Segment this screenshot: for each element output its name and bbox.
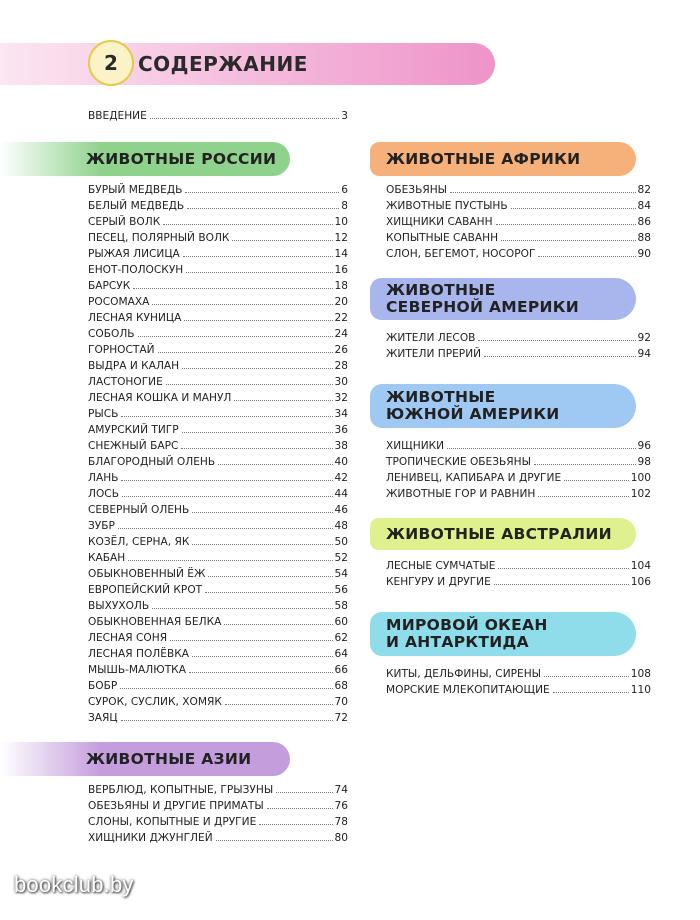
section-list-russia bbox=[88, 182, 348, 726]
toc-entry[interactable] bbox=[386, 330, 651, 346]
dot-leader bbox=[121, 480, 332, 481]
toc-entry[interactable] bbox=[88, 198, 348, 214]
page-number: 2 bbox=[104, 51, 118, 75]
toc-entry[interactable] bbox=[386, 198, 651, 214]
entry-page: 86 bbox=[637, 216, 651, 228]
entry-page: 82 bbox=[637, 184, 651, 196]
dot-leader bbox=[498, 568, 628, 569]
toc-entry[interactable] bbox=[386, 666, 651, 682]
toc-entry[interactable] bbox=[88, 782, 348, 798]
entry-title: ЕВРОПЕЙСКИЙ КРОТ bbox=[88, 584, 203, 596]
dot-leader bbox=[128, 560, 332, 561]
dot-leader bbox=[138, 336, 333, 337]
intro-entry bbox=[88, 108, 348, 124]
entry-title: БОБР bbox=[88, 680, 118, 692]
dot-leader bbox=[182, 432, 333, 433]
toc-entry[interactable] bbox=[88, 342, 348, 358]
toc-entry[interactable] bbox=[386, 682, 651, 698]
entry-page: 12 bbox=[334, 232, 348, 244]
toc-entry[interactable] bbox=[88, 830, 348, 846]
page-title: СОДЕРЖАНИЕ bbox=[138, 52, 308, 76]
toc-entry[interactable] bbox=[88, 246, 348, 262]
dot-leader bbox=[208, 576, 332, 577]
dot-leader bbox=[192, 512, 332, 513]
section-banner-russia bbox=[0, 142, 290, 176]
entry-title: БУРЫЙ МЕДВЕДЬ bbox=[88, 184, 183, 196]
entry-page: 102 bbox=[630, 488, 651, 500]
entry-page: 44 bbox=[334, 488, 348, 500]
toc-entry[interactable] bbox=[88, 486, 348, 502]
entry-title: КЕНГУРУ И ДРУГИЕ bbox=[386, 576, 491, 588]
toc-entry[interactable] bbox=[88, 310, 348, 326]
toc-entry[interactable] bbox=[386, 454, 651, 470]
toc-entry[interactable] bbox=[386, 346, 651, 362]
entry-title: БЛАГОРОДНЫЙ ОЛЕНЬ bbox=[88, 456, 216, 468]
section-list-africa bbox=[386, 182, 651, 262]
toc-entry[interactable] bbox=[88, 710, 348, 726]
toc-entry[interactable] bbox=[88, 422, 348, 438]
dot-leader bbox=[150, 118, 339, 119]
entry-title: БЕЛЫЙ МЕДВЕДЬ bbox=[88, 200, 185, 212]
dot-leader bbox=[181, 448, 332, 449]
entry-page: 22 bbox=[334, 312, 348, 324]
toc-entry[interactable] bbox=[386, 230, 651, 246]
dot-leader bbox=[166, 384, 333, 385]
toc-entry[interactable] bbox=[386, 558, 651, 574]
entry-page: 32 bbox=[334, 392, 348, 404]
section-title: ЖИВОТНЫЕ РОССИИ bbox=[86, 149, 277, 168]
section-banner-australia bbox=[370, 518, 636, 550]
entry-page: 94 bbox=[637, 348, 651, 360]
entry-title: РЫСЬ bbox=[88, 408, 119, 420]
entry-title: СЛОНЫ, КОПЫТНЫЕ И ДРУГИЕ bbox=[88, 816, 257, 828]
dot-leader bbox=[534, 464, 636, 465]
dot-leader bbox=[205, 592, 332, 593]
toc-entry[interactable] bbox=[386, 486, 651, 502]
toc-entry[interactable] bbox=[88, 598, 348, 614]
entry-title: ЛЕСНАЯ КОШКА И МАНУЛ bbox=[88, 392, 232, 404]
entry-page: 106 bbox=[630, 576, 651, 588]
section-banner-asia bbox=[0, 742, 290, 776]
dot-leader bbox=[185, 192, 339, 193]
section-banner-africa bbox=[370, 142, 636, 176]
entry-page: 26 bbox=[334, 344, 348, 356]
dot-leader bbox=[224, 624, 332, 625]
dot-leader bbox=[184, 320, 332, 321]
toc-entry[interactable] bbox=[88, 326, 348, 342]
entry-page: 6 bbox=[341, 184, 348, 196]
dot-leader bbox=[553, 692, 629, 693]
dot-leader bbox=[120, 688, 332, 689]
entry-title: ЛЕСНАЯ ПОЛЁВКА bbox=[88, 648, 189, 660]
entry-page: 66 bbox=[334, 664, 348, 676]
entry-page: 28 bbox=[334, 360, 348, 372]
toc-entry[interactable] bbox=[386, 574, 651, 590]
entry-page: 8 bbox=[341, 200, 348, 212]
entry-title: ЕНОТ-ПОЛОСКУН bbox=[88, 264, 184, 276]
section-banner-ocean bbox=[370, 612, 636, 656]
dot-leader bbox=[186, 272, 332, 273]
toc-entry[interactable] bbox=[88, 582, 348, 598]
section-list-ocean bbox=[386, 666, 651, 698]
entry-page: 50 bbox=[334, 536, 348, 548]
section-title-line1: ЖИВОТНЫЕ bbox=[386, 388, 496, 406]
entry-title: ХИЩНИКИ ДЖУНГЛЕЙ bbox=[88, 832, 213, 844]
entry-title: ПЕСЕЦ, ПОЛЯРНЫЙ ВОЛК bbox=[88, 232, 230, 244]
section-title-line1: МИРОВОЙ ОКЕАН bbox=[386, 616, 548, 634]
dot-leader bbox=[118, 528, 333, 529]
dot-leader bbox=[152, 608, 332, 609]
dot-leader bbox=[259, 824, 332, 825]
entry-title: ЛЕНИВЕЦ, КАПИБАРА И ДРУГИЕ bbox=[386, 472, 562, 484]
entry-page: 110 bbox=[630, 684, 651, 696]
toc-entry[interactable] bbox=[88, 470, 348, 486]
section-banner-north-america bbox=[370, 278, 636, 320]
entry-page: 58 bbox=[334, 600, 348, 612]
section-title: ЖИВОТНЫЕ АЗИИ bbox=[86, 749, 252, 768]
entry-title: ГОРНОСТАЙ bbox=[88, 344, 155, 356]
dot-leader bbox=[450, 192, 635, 193]
section-title-line1: ЖИВОТНЫЕ bbox=[386, 281, 496, 299]
dot-leader bbox=[234, 400, 332, 401]
toc-entry[interactable] bbox=[88, 694, 348, 710]
dot-leader bbox=[121, 720, 333, 721]
entry-page: 46 bbox=[334, 504, 348, 516]
dot-leader bbox=[538, 256, 635, 257]
entry-title: КОПЫТНЫЕ САВАНН bbox=[386, 232, 499, 244]
entry-page: 64 bbox=[334, 648, 348, 660]
dot-leader bbox=[496, 224, 636, 225]
toc-entry[interactable] bbox=[88, 518, 348, 534]
toc-entry[interactable] bbox=[88, 646, 348, 662]
entry-title: ЖИВОТНЫЕ ПУСТЫНЬ bbox=[386, 200, 508, 212]
toc-entry[interactable] bbox=[88, 550, 348, 566]
entry-title: ЛЕСНАЯ СОНЯ bbox=[88, 632, 168, 644]
entry-page: 96 bbox=[637, 440, 651, 452]
entry-title: СЕРЫЙ ВОЛК bbox=[88, 216, 161, 228]
entry-title: ОБЫКНОВЕННАЯ БЕЛКА bbox=[88, 616, 222, 628]
dot-leader bbox=[511, 208, 636, 209]
dot-leader bbox=[478, 340, 635, 341]
entry-title: ЛОСЬ bbox=[88, 488, 119, 500]
entry-title: ВЫХУХОЛЬ bbox=[88, 600, 150, 612]
entry-title: ОБЕЗЬЯНЫ bbox=[386, 184, 448, 196]
dot-leader bbox=[183, 256, 333, 257]
toc-entry[interactable] bbox=[88, 214, 348, 230]
dot-leader bbox=[192, 656, 333, 657]
entry-page: 62 bbox=[334, 632, 348, 644]
page-number-badge bbox=[88, 40, 134, 86]
dot-leader bbox=[189, 672, 333, 673]
entry-title: ЖИВОТНЫЕ ГОР И РАВНИН bbox=[386, 488, 536, 500]
entry-title: ЗАЯЦ bbox=[88, 712, 118, 724]
toc-entry[interactable] bbox=[88, 438, 348, 454]
entry-page: 90 bbox=[637, 248, 651, 260]
entry-page: 52 bbox=[334, 552, 348, 564]
entry-page: 78 bbox=[334, 816, 348, 828]
entry-title: ОБЫКНОВЕННЫЙ ЁЖ bbox=[88, 568, 206, 580]
entry-title: ХИЩНИКИ bbox=[386, 440, 445, 452]
entry-page: 24 bbox=[334, 328, 348, 340]
toc-entry[interactable] bbox=[88, 502, 348, 518]
dot-leader bbox=[216, 840, 333, 841]
dot-leader bbox=[484, 356, 635, 357]
dot-leader bbox=[218, 464, 332, 465]
toc-entry[interactable] bbox=[88, 678, 348, 694]
dot-leader bbox=[122, 496, 333, 497]
toc-entry[interactable] bbox=[88, 358, 348, 374]
dot-leader bbox=[121, 416, 332, 417]
entry-title: АМУРСКИЙ ТИГР bbox=[88, 424, 179, 436]
section-title: ЖИВОТНЫЕ АВСТРАЛИИ bbox=[386, 524, 612, 543]
entry-title: РЫЖАЯ ЛИСИЦА bbox=[88, 248, 180, 260]
entry-page: 108 bbox=[630, 668, 651, 680]
toc-entry[interactable] bbox=[386, 246, 651, 262]
entry-title: ЛЕСНЫЕ СУМЧАТЫЕ bbox=[386, 560, 496, 572]
dot-leader bbox=[232, 240, 332, 241]
entry-page: 36 bbox=[334, 424, 348, 436]
toc-entry[interactable] bbox=[88, 294, 348, 310]
entry-page: 60 bbox=[334, 616, 348, 628]
entry-page: 34 bbox=[334, 408, 348, 420]
entry-title: ОБЕЗЬЯНЫ И ДРУГИЕ ПРИМАТЫ bbox=[88, 800, 264, 812]
toc-entry[interactable] bbox=[386, 438, 651, 454]
entry-title: МОРСКИЕ МЛЕКОПИТАЮЩИЕ bbox=[386, 684, 550, 696]
section-list-australia bbox=[386, 558, 651, 590]
entry-title: СОБОЛЬ bbox=[88, 328, 135, 340]
entry-title: СНЕЖНЫЙ БАРС bbox=[88, 440, 179, 452]
entry-page: 42 bbox=[334, 472, 348, 484]
toc-entry[interactable] bbox=[88, 230, 348, 246]
section-title: ЖИВОТНЫЕ АФРИКИ bbox=[386, 149, 581, 168]
entry-title: ВВЕДЕНИЕ bbox=[88, 110, 147, 122]
entry-title: ЖИТЕЛИ ЛЕСОВ bbox=[386, 332, 476, 344]
entry-title: ВЫДРА И КАЛАН bbox=[88, 360, 180, 372]
toc-entry[interactable] bbox=[88, 630, 348, 646]
entry-page: 10 bbox=[334, 216, 348, 228]
dot-leader bbox=[158, 352, 333, 353]
toc-entry[interactable] bbox=[386, 214, 651, 230]
dot-leader bbox=[538, 496, 628, 497]
section-title-line2: И АНТАРКТИДА bbox=[386, 633, 529, 651]
toc-entry[interactable] bbox=[88, 534, 348, 550]
entry-title: МЫШЬ-МАЛЮТКА bbox=[88, 664, 186, 676]
dot-leader bbox=[170, 640, 332, 641]
dot-leader bbox=[163, 224, 332, 225]
entry-page: 30 bbox=[334, 376, 348, 388]
entry-page: 70 bbox=[334, 696, 348, 708]
entry-title: ЖИТЕЛИ ПРЕРИЙ bbox=[386, 348, 482, 360]
entry-title: СЕВЕРНЫЙ ОЛЕНЬ bbox=[88, 504, 190, 516]
toc-entry[interactable] bbox=[88, 662, 348, 678]
section-title-line2: ЮЖНОЙ АМЕРИКИ bbox=[386, 405, 560, 423]
entry-title: ХИЩНИКИ САВАНН bbox=[386, 216, 493, 228]
dot-leader bbox=[187, 208, 339, 209]
toc-entry[interactable] bbox=[88, 454, 348, 470]
entry-title: ВЕРБЛЮД, КОПЫТНЫЕ, ГРЫЗУНЫ bbox=[88, 784, 274, 796]
entry-page: 56 bbox=[334, 584, 348, 596]
toc-entry[interactable] bbox=[88, 390, 348, 406]
toc-entry[interactable] bbox=[88, 182, 348, 198]
entry-page: 104 bbox=[630, 560, 651, 572]
entry-title: ЗУБР bbox=[88, 520, 115, 532]
entry-page: 14 bbox=[334, 248, 348, 260]
entry-title: ТРОПИЧЕСКИЕ ОБЕЗЬЯНЫ bbox=[386, 456, 531, 468]
entry-title: СУРОК, СУСЛИК, ХОМЯК bbox=[88, 696, 222, 708]
entry-page: 68 bbox=[334, 680, 348, 692]
section-list-south-america bbox=[386, 438, 651, 502]
entry-title: ЛАНЬ bbox=[88, 472, 119, 484]
entry-page: 72 bbox=[334, 712, 348, 724]
entry-page: 74 bbox=[334, 784, 348, 796]
dot-leader bbox=[133, 288, 332, 289]
entry-title: БАРСУК bbox=[88, 280, 131, 292]
section-title-line2: СЕВЕРНОЙ АМЕРИКИ bbox=[386, 298, 580, 316]
entry-page: 48 bbox=[334, 520, 348, 532]
entry-title: СЛОН, БЕГЕМОТ, НОСОРОГ bbox=[386, 248, 536, 260]
entry-page: 54 bbox=[334, 568, 348, 580]
section-list-north-america bbox=[386, 330, 651, 362]
dot-leader bbox=[192, 544, 332, 545]
toc-entry[interactable] bbox=[88, 108, 348, 124]
entry-page: 3 bbox=[341, 110, 348, 122]
entry-title: ЛЕСНАЯ КУНИЦА bbox=[88, 312, 182, 324]
toc-entry[interactable] bbox=[88, 614, 348, 630]
watermark: bookclub.by bbox=[14, 872, 134, 897]
entry-page: 98 bbox=[637, 456, 651, 468]
toc-entry[interactable] bbox=[88, 406, 348, 422]
toc-entry[interactable] bbox=[386, 470, 651, 486]
entry-title: КАБАН bbox=[88, 552, 126, 564]
entry-page: 18 bbox=[334, 280, 348, 292]
dot-leader bbox=[276, 792, 332, 793]
entry-page: 38 bbox=[334, 440, 348, 452]
entry-page: 84 bbox=[637, 200, 651, 212]
entry-page: 92 bbox=[637, 332, 651, 344]
dot-leader bbox=[564, 480, 629, 481]
toc-entry[interactable] bbox=[88, 798, 348, 814]
dot-leader bbox=[225, 704, 333, 705]
entry-page: 76 bbox=[334, 800, 348, 812]
entry-page: 88 bbox=[637, 232, 651, 244]
section-list-asia bbox=[88, 782, 348, 846]
toc-entry[interactable] bbox=[386, 182, 651, 198]
dot-leader bbox=[182, 368, 332, 369]
dot-leader bbox=[544, 676, 629, 677]
dot-leader bbox=[501, 240, 635, 241]
dot-leader bbox=[494, 584, 629, 585]
entry-title: ЛАСТОНОГИЕ bbox=[88, 376, 163, 388]
entry-title: РОСОМАХА bbox=[88, 296, 150, 308]
toc-entry[interactable] bbox=[88, 374, 348, 390]
toc-entry[interactable] bbox=[88, 566, 348, 582]
dot-leader bbox=[152, 304, 332, 305]
toc-entry[interactable] bbox=[88, 278, 348, 294]
dot-leader bbox=[267, 808, 333, 809]
entry-page: 40 bbox=[334, 456, 348, 468]
entry-page: 100 bbox=[630, 472, 651, 484]
entry-title: КОЗЁЛ, СЕРНА, ЯК bbox=[88, 536, 190, 548]
entry-page: 16 bbox=[334, 264, 348, 276]
section-banner-south-america bbox=[370, 384, 636, 428]
toc-entry[interactable] bbox=[88, 262, 348, 278]
entry-page: 80 bbox=[334, 832, 348, 844]
toc-entry[interactable] bbox=[88, 814, 348, 830]
dot-leader bbox=[447, 448, 635, 449]
entry-page: 20 bbox=[334, 296, 348, 308]
entry-title: КИТЫ, ДЕЛЬФИНЫ, СИРЕНЫ bbox=[386, 668, 542, 680]
